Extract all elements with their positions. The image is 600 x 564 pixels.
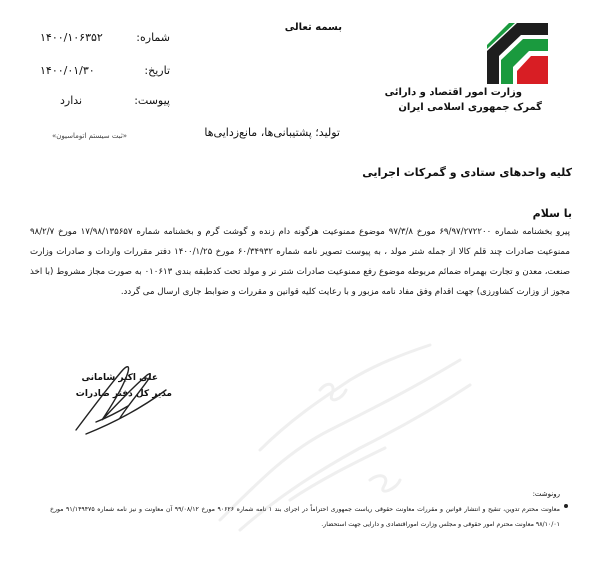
number-label: شماره:	[136, 31, 170, 44]
signer-title: مدیر کل دفتر صادرات	[75, 389, 172, 399]
cc-label: رونوشت:	[532, 490, 560, 498]
ministry-name: وزارت امور اقتصاد و دارائی	[384, 87, 522, 98]
cc-text: معاونت محترم تدوین، تنقیح و انتشار قوانین و مقررات معاونت حقوقی ریاست جمهوری احتراماً در اجرای بند ۱ نامه شماره ۹۰۶۲۶ مورخ ۹۹/۰۸/۱۲ آن معاونت و نیز نامه شماره ۹۱/۱۴۹۴۷۵ مورخ ۹۸/۱۰/۰۱ معاونت محترم امور حقوقی و مجلس وزارت اموراقتصادی و دارایی جهت استحضار.	[50, 506, 560, 528]
bismillah: بسمه تعالی	[284, 22, 342, 33]
date-label: تاریخ:	[144, 64, 170, 77]
system-tag: «ثبت سیستم اتوماسیون»	[52, 132, 128, 140]
letter-number-row	[40, 31, 170, 47]
attachment-value: ندارد	[60, 94, 83, 107]
irica-logo-icon	[487, 23, 548, 84]
cc-bullet	[564, 504, 568, 508]
letter-date-row	[40, 64, 170, 80]
salutation: با سلام	[532, 207, 572, 220]
recipient: کلیه واحدهای ستادی و گمرکات اجرایی	[362, 166, 572, 179]
date-value: ۱۴۰۰/۰۱/۳۰	[40, 64, 95, 77]
customs-name: گمرک جمهوری اسلامی ایران	[398, 102, 542, 113]
letter-subject: تولید؛ پشتیبانی‌ها، مانع‌زدایی‌ها	[204, 126, 340, 139]
number-value: ۱۴۰۰/۱۰۶۳۵۲	[40, 31, 103, 44]
letter-body: پیرو بخشنامه شماره ۶۹/۹۷/۲۷۲۲۰۰ مورخ ۹۷/۳/۸ موضوع ممنوعیت هرگونه دام زنده و گوشت گرم و بخشنامه شماره ۱۷/۹۸/۱۳۵۶۵۷ مورخ ۹۸/۲/۷ ممنوعیت صادرات چند قلم کالا از جمله شتر مولد ، به پیوست تصویر نامه شماره ۶۰/۳۴۹۳۲ مورخ ۱۴۰۰/۱/۲۵ دفتر مقررات واردات و صادرات وزارت صنعت، معدن و تجارت بهمراه ضمائم مربوطه موضوع رفع ممنوعیت صادرات شتر نر و مولد تحت کدطبقه بندی ۰۱۰۶۱۳ به صورت مجاز مشروط (با اخذ مجوز از وزارت کشاورزی) جهت اقدام وفق مفاد نامه مزبور و با رعایت کلیه قوانین و مقررات و ضوابط جاری ارسال می گردد.	[30, 227, 570, 297]
attachment-label: پیوست:	[134, 94, 170, 107]
attachment-row	[60, 94, 170, 110]
signature	[66, 350, 186, 440]
signer-name: علی اکبر شامانی	[81, 373, 158, 383]
